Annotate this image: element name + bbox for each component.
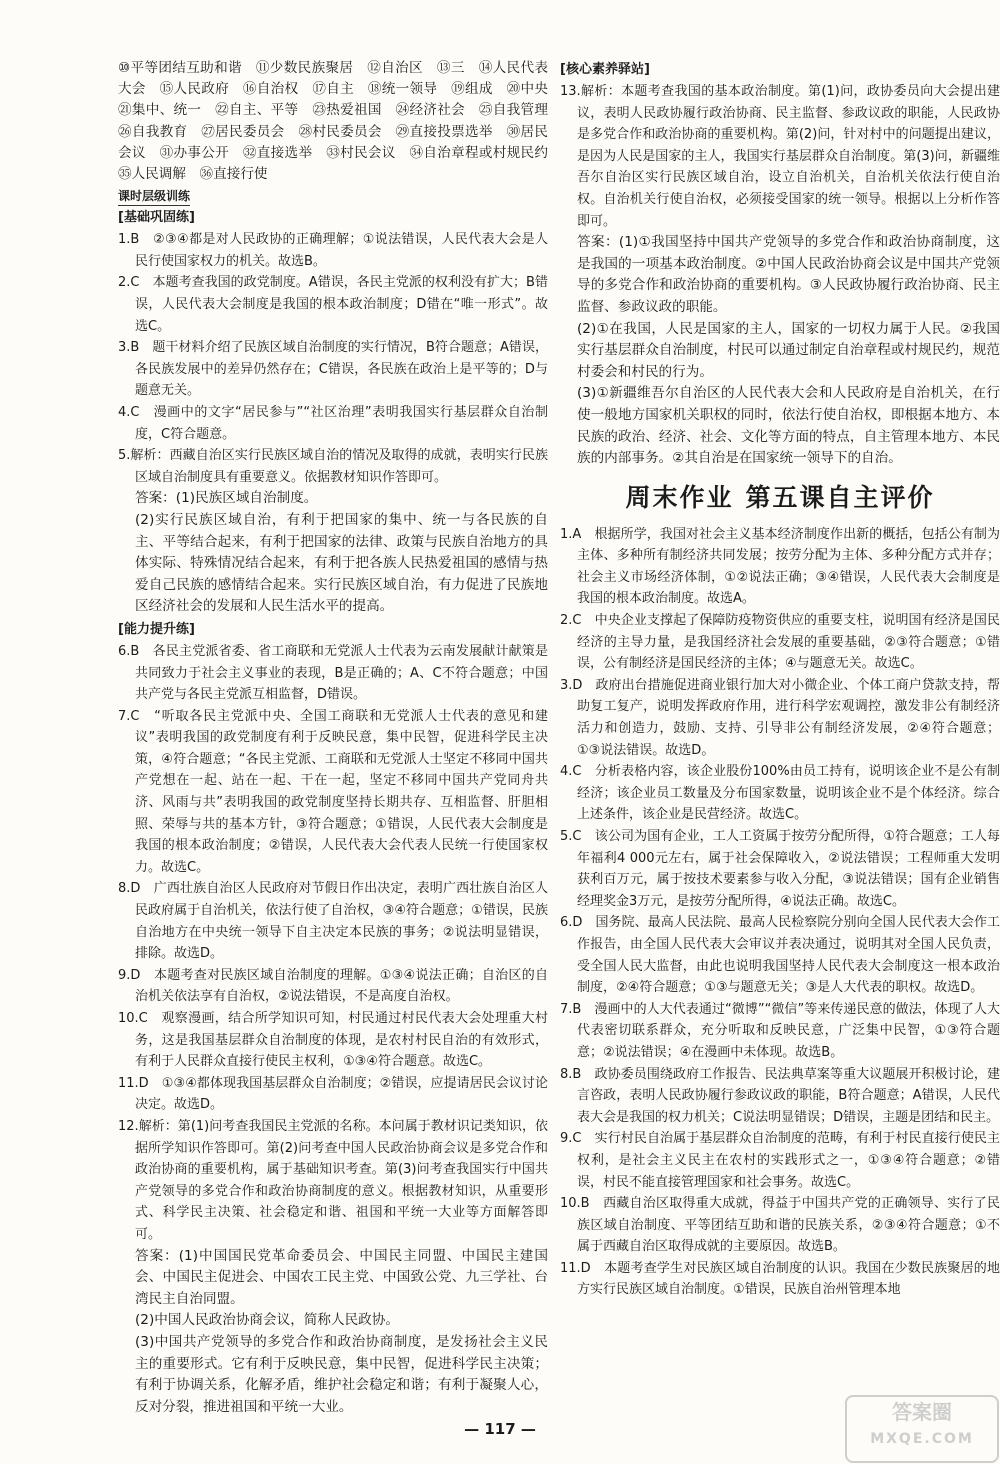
answer-text: 答案：(1)中国国民党革命委员会、中国民主同盟、中国民主建国会、中国民主促进会、中国农工民主党、中国致公党、九三学社、台湾民主自治同盟。	[135, 1247, 548, 1307]
answer-item: 9.C 实行村民自治属于基层群众自治制度的范畴，有利于村民直接行使民主权利，是社会主义民主在农村的实践形式之一，①③④符合题意；②错误，村民不能直接管理国家和社会事务。故选C。	[560, 1131, 1000, 1190]
answer-text: 答案：(1)①我国坚持中国共产党领导的多党合作和政治协商制度，这是我国的一项基本政治制度。②中国人民政治协商会议是中国共产党领导的多党合作和政治协商的重要机构。③人民政协履行政治协商、民主监督、参政议政的职能。	[577, 234, 1000, 315]
answer-text: (2)中国人民政治协商会议，简称人民政协。	[135, 1312, 399, 1329]
answer-text: (3)①新疆维吾尔自治区的人民代表大会和人民政府是自治机关，在行使一般地方国家机关职权的同时，依法行使自治权，即根据本地方、本民族的政治、经济、社会、文化等方面的特点，自主管理本地方、本民族的内部事务。②其自治是在国家统一领导下的自治。	[577, 385, 1000, 467]
section-heading-basic: [基础巩固练]	[118, 210, 195, 226]
right-column	[560, 58, 1000, 1301]
answer-item: 13.解析：本题考查我国的基本政治制度。第(1)问，政协委员向大会提出建议，表明人民政协履行政治协商、民主监督、参政议政的职能，人民政协是多党合作和政治协商的重要机构。第(2)问，针对村中的问题提出建议，是因为人民是国家的主人，我国实行基层群众自治制度。第(3)问，新疆维吾尔自治区实行民族区域自治，设立自治机关，自治机关依法行使自治权。自治机关行使自治权，必须接受国家的统一领导。根据以上分析作答即可。	[560, 84, 1000, 229]
answer-item: 7.C “听取各民主党派中央、全国工商联和无党派人士代表的意见和建议”表明我国的政党制度有利于反映民意，集中民智，促进科学民主决策，④符合题意；“各民主党派、工商联和无党派人士坚定不移同中国共产党想在一起、站在一起、干在一起，坚定不移同中国共产党同舟共济、风雨与共”表明我国的政党制度坚持长期共存、互相监督、肝胆相照、荣辱与共的基本方针，③符合题意；①错误，人民代表大会制度是我国的根本政治制度；②错误，人民代表大会代表人民统一行使国家权力。故选C。	[118, 708, 548, 875]
watermark-logo: 答案圈 MXQE.COM	[845, 1395, 999, 1463]
subsection-label: 课时层级训练	[118, 185, 548, 206]
answer-item: 9.D 本题考查对民族区域自治制度的理解。①③④说法正确；自治区的自治机关依法享有自治权，②说法错误，不是高度自治权。	[118, 967, 548, 1005]
answer-item: 8.D 广西壮族自治区人民政府对节假日作出决定，表明广西壮族自治区人民政府属于自治机关，依法行使了自治权，③④符合题意；①错误，民族自治地方在中央统一领导下自主决定本民族的事务；②说法明显错误，排除。故选D。	[118, 881, 548, 962]
answer-item: 6.D 国务院、最高人民法院、最高人民检察院分别向全国人民代表大会作工作报告，由全国人民代表大会审议并表决通过，说明其对全国人民负责，受全国人民大监督，由此也说明我国坚持人民代表大会制度这一根本政治制度，②④符合题意；①③与题意无关；③是人大代表的职权。故选D。	[560, 915, 1000, 996]
answer-text: 答案：(1)民族区域自治制度。	[135, 490, 318, 507]
answer-item: 1.A 根据所学，我国对社会主义基本经济制度作出新的概括，包括公有制为主体、多种所有制经济共同发展；按劳分配为主体、多种分配方式并存；社会主义市场经济体制，①②说法正确；③④错误，人民代表大会制度是我国的根本政治制度。故选A。	[560, 526, 1000, 607]
answer-item: 5.C 该公司为国有企业，工人工资属于按劳分配所得，①符合题意；工人每年福利4 000元左右，属于社会保障收入，②说法错误；工程师重大发明获利百万元，属于按技术要素参与收入分配，③说法错误；国有企业销售经理奖金3万元，是按劳分配所得，④说法正确。故选C。	[560, 829, 1000, 909]
answer-item: 6.B 各民主党派省委、省工商联和无党派人士代表为云南发展献计献策是共同致力于社会主义事业的表现，B是正确的；A、C不符合题意；中国共产党与各民主党派互相监督，D错误。	[118, 643, 548, 703]
answer-text: (2)实行民族区域自治，有利于把国家的集中、统一与各民族的自主、平等结合起来，有利于把国家的法律、政策与民族自治地方的具体实际、特殊情况结合起来，有利于把各族人民热爱祖国的感情与热爱自己民族的感情结合起来。实行民族区域自治，有力促进了民族地区经济社会的发展和人民生活水平的提高。	[135, 511, 548, 615]
answer-item: 11.D ①③④都体现我国基层群众自治制度；②错误，应提请居民会议讨论决定。故选D。	[118, 1075, 548, 1113]
answer-item: 3.B 题干材料介绍了民族区域自治制度的实行情况，B符合题意；A错误，各民族发展中的差异仍然存在；C错误，各民族在政治上是平等的；D与题意无关。	[118, 340, 548, 399]
key-points: ⑩平等团结互助和谐 ⑪少数民族聚居 ⑫自治区 ⑬三 ⑭人民代表大会 ⑮人民政府 ⑯自治权 ⑰自主 ⑱统一领导 ⑲组成 ⑳中央 ㉑集中、统一 ㉒自主、平等 ㉓热爱祖国 ㉔经济社会 ㉕自我管理 ㉖自我教育 ㉗居民委员会 ㉘村民委员会 ㉙直接投票选举 ㉚居民会议 ㉛办事公开 ㉜直接选举 ㉝村民会议 ㉞自治章程或村规民约 ㉟人民调解 ㊱直接行使	[118, 60, 562, 183]
section-title: 周末作业 第五课自主评价	[625, 482, 935, 512]
section-heading-core: [核心素养驿站]	[560, 62, 650, 77]
answer-item: 5.解析：西藏自治区实行民族区域自治的情况及取得的成就，表明实行民族区域自治制度具有重要意义。依据教材知识作答即可。	[118, 448, 548, 485]
left-column	[118, 58, 562, 1418]
answer-item: 10.B 西藏自治区取得重大成就，得益于中国共产党的正确领导、实行了民族区域自治制度、平等团结互助和谐的民族关系，②③④符合题意；①不属于西藏自治区取得成就的主要原因。故选B。	[560, 1196, 1000, 1255]
answer-item: 4.C 漫画中的文字“居民参与”“社区治理”表明我国实行基层群众自治制度，C符合题意。	[118, 404, 548, 442]
section-heading-advanced: [能力提升练]	[118, 621, 195, 637]
page-number: — 117 —	[464, 1420, 536, 1438]
answer-item: 10.C 观察漫画，结合所学知识可知，村民通过村民代表大会处理重大村务，这是我国基层群众自治制度的体现，是农村村民自治的有效形式，有利于人民群众直接行使民主权利，①③④符合题意。故选C。	[118, 1011, 548, 1070]
answer-item: 7.B 漫画中的人大代表通过“微博”“微信”等来传递民意的做法，体现了人大代表密切联系群众，充分听取和反映民意，广泛集中民智，①③符合题意；②说法错误；④在漫画中未体现。故选B。	[560, 1001, 1000, 1060]
answer-item: 8.B 政协委员围绕政府工作报告、民法典草案等重大议题展开积极讨论，建言咨政，表明人民政协履行参政议政的职能，B符合题意；A错误，人民代表大会是我国的权力机关；C说法明显错误；D错误，主题是团结和民主。	[560, 1066, 1000, 1125]
answer-text: (2)①在我国，人民是国家的主人，国家的一切权力属于人民。②我国实行基层群众自治制度，村民可以通过制定自治章程或村规民约，规范村委会和村民的行为。	[577, 320, 1000, 380]
answer-text: (3)中国共产党领导的多党合作和政治协商制度，是发扬社会主义民主的重要形式。它有利于反映民意，集中民智，促进科学民主决策；有利于协调关系，化解矛盾，维护社会稳定和谐；有利于凝聚人心，反对分裂，推进祖国和平统一大业。	[135, 1333, 548, 1415]
answer-item: 3.D 政府出台措施促进商业银行加大对小微企业、个体工商户贷款支持，帮助复工复产，说明发挥政府作用，进行科学宏观调控，激发非公有制经济活力和创造力，鼓励、支持、引导非公有制经济发展，②④符合题意；①③说法错误。故选D。	[560, 677, 1000, 758]
answer-item: 1.B ②③④都是对人民政协的正确理解；①说法错误，人民代表大会是人民行使国家权力的机关。故选B。	[118, 232, 548, 269]
answer-item: 2.C 中央企业支撑起了保障防疫物资供应的重要支柱，说明国有经济是国民经济的主导力量，是我国经济社会发展的重要基础，②③符合题意；①错误，公有制经济是国民经济的主体；④与题意无关。故选C。	[560, 613, 1000, 672]
answer-item: 12.解析：第(1)问考查我国民主党派的名称。本问属于教材识记类知识，依据所学知识作答即可。第(2)问考查中国人民政治协商会议是多党合作和政治协商的重要机构，属于基础知识考查。第(3)问考查我国实行中国共产党领导的多党合作和政治协商制度的意义。根据教材知识，从重要形式、科学民主决策、社会稳定和谐、祖国和平统一大业等方面解答即可。	[118, 1118, 548, 1242]
answer-item: 4.C 分析表格内容，该企业股份100%由员工持有，说明该企业不是公有制经济；该企业员工数量及分布国家数量，说明该企业不是个体经济。综合上述条件，该企业是民营经济。故选C。	[560, 764, 1000, 823]
answer-item: 11.D 本题考查学生对民族区域自治制度的认识。我国在少数民族聚居的地方实行民族区域自治制度。①错误，民族自治州管理本地	[560, 1260, 1000, 1298]
answer-item: 2.C 本题考查我国的政党制度。A错误，各民主党派的权利没有扩大；B错误，人民代表大会制度是我国的根本政治制度；D错在“唯一形式”。故选C。	[118, 275, 548, 334]
